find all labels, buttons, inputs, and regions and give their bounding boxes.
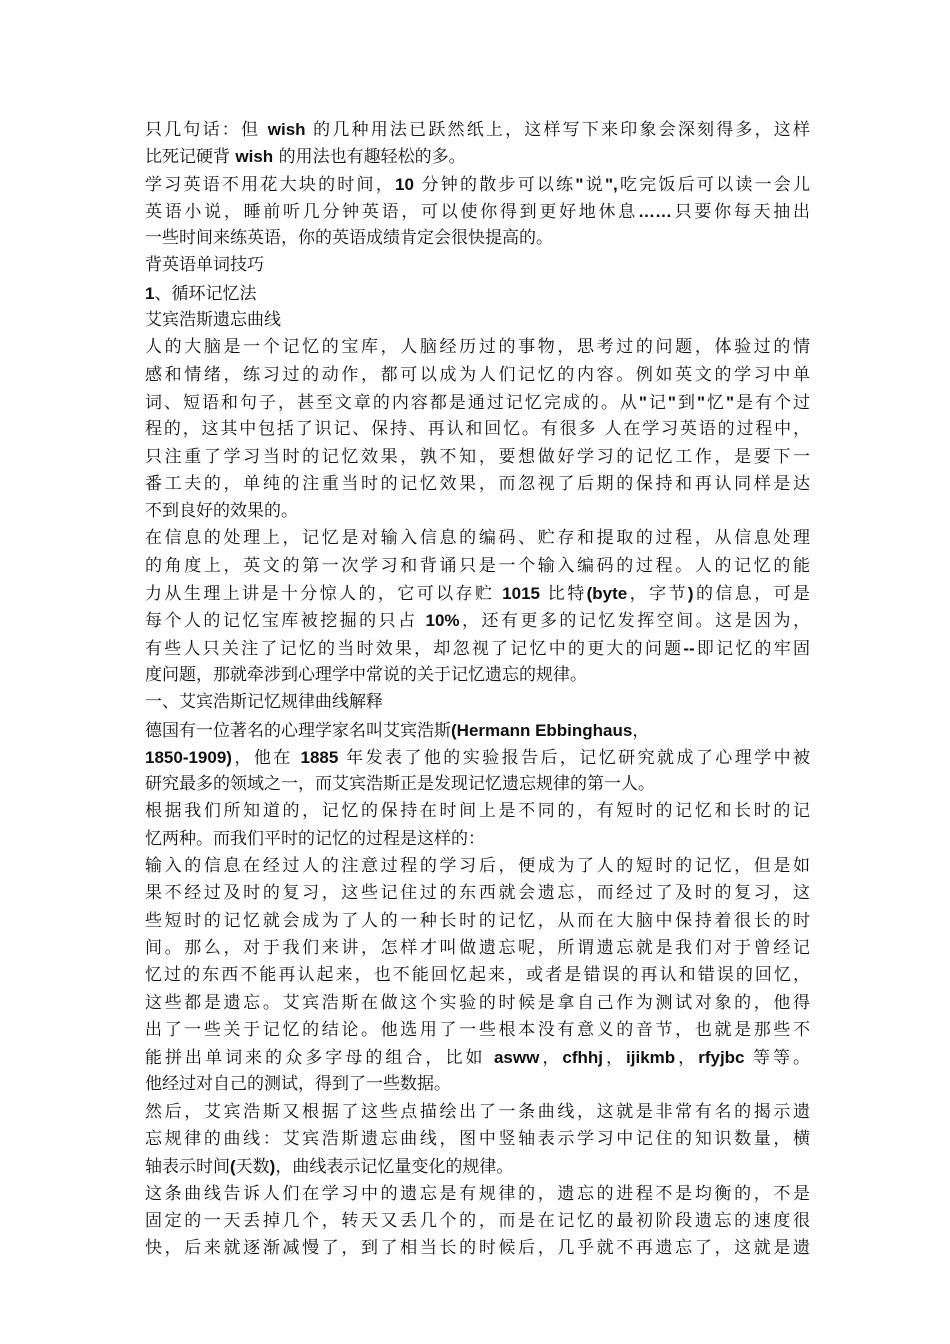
text-segment: 德国有一位著名的心理学家名叫艾宾浩斯 bbox=[145, 720, 451, 741]
bold-text-segment: 1015 bbox=[502, 584, 540, 604]
text-segment: 比死记硬背 bbox=[145, 147, 236, 168]
text-segment: ， bbox=[632, 720, 650, 741]
bold-text-segment: cfhhj bbox=[562, 1048, 603, 1068]
text-segment: 果不经过及时的复习，这些记住过的东西就会遗忘，而经过了及时的复习，这 bbox=[145, 883, 810, 904]
text-line bbox=[145, 198, 810, 225]
text-segment: 、循环记忆法 bbox=[154, 283, 257, 304]
text-segment: ， bbox=[675, 1048, 699, 1069]
text-segment: 词、短语和句子，甚至文章的内容都是通过记忆完成的。从 bbox=[145, 392, 639, 413]
text-line bbox=[145, 1153, 810, 1180]
text-segment: 根据我们所知道的，记忆的保持在时间上是不同的，有短时的记忆和长时的记 bbox=[145, 801, 810, 822]
text-line bbox=[145, 1044, 810, 1071]
text-line bbox=[145, 252, 810, 279]
text-line bbox=[145, 416, 810, 443]
text-line bbox=[145, 1235, 810, 1262]
bold-text-segment: ijikmb bbox=[626, 1048, 676, 1068]
text-segment: 忆两种。而我们平时的记忆的过程是这样的： bbox=[145, 828, 485, 849]
bold-text-segment: 10 bbox=[395, 174, 414, 194]
bold-text-segment: " bbox=[638, 392, 647, 412]
text-line bbox=[145, 853, 810, 880]
text-line bbox=[145, 143, 810, 170]
text-line bbox=[145, 580, 810, 607]
text-segment: 在信息的处理上，记忆是对输入信息的编码、贮存和提取的过程，从信息处理 bbox=[145, 528, 810, 549]
text-line bbox=[145, 525, 810, 552]
text-segment: 出了一些关于记忆的结论。他选用了一些根本没有意义的音节，也就是那些不 bbox=[145, 1019, 810, 1040]
text-segment: 学习英语不用花大块的时间， bbox=[145, 174, 395, 195]
text-segment: 力从生理上讲是十分惊人的，它可以存贮 bbox=[145, 584, 503, 605]
text-line bbox=[145, 553, 810, 580]
text-line bbox=[145, 1181, 810, 1208]
text-line bbox=[145, 744, 810, 771]
bold-text-segment: ", bbox=[604, 174, 618, 194]
text-segment: 番工夫的，单纯的注重当时的记忆效果，而忽视了后期的保持和再认同样是达 bbox=[145, 473, 810, 494]
text-segment: 吃完饭后可以读一会儿 bbox=[617, 174, 811, 195]
text-segment: 这些都是遗忘。艾宾浩斯在做这个实验的时候是拿自己作为测试对象的，他得 bbox=[145, 992, 810, 1013]
text-line bbox=[145, 334, 810, 361]
text-segment: 英语小说，睡前听几分钟英语，可以使你得到更好地休息 bbox=[145, 201, 638, 222]
text-line bbox=[145, 771, 810, 798]
bold-text-segment: ) bbox=[269, 1157, 276, 1177]
text-line bbox=[145, 1071, 810, 1098]
text-line bbox=[145, 389, 810, 416]
text-segment: ，他在 bbox=[231, 747, 301, 768]
text-segment: 轴表示时间 bbox=[145, 1157, 230, 1178]
text-segment: 每个人的记忆宝库被挖掘的只占 bbox=[145, 611, 426, 632]
text-segment: 忆 bbox=[705, 392, 727, 413]
text-line bbox=[145, 362, 810, 389]
text-line bbox=[145, 662, 810, 689]
text-segment: 然后，艾宾浩斯又根据了这些点描绘出了一条曲线，这就是非常有名的揭示遗 bbox=[145, 1101, 810, 1122]
text-line bbox=[145, 1126, 810, 1153]
bold-text-segment: 10% bbox=[425, 611, 460, 631]
text-segment: 艾宾浩斯遗忘曲线 bbox=[145, 310, 281, 331]
text-line bbox=[145, 717, 810, 744]
text-segment: 等等。 bbox=[744, 1048, 811, 1069]
text-line bbox=[145, 171, 810, 198]
bold-text-segment: " bbox=[696, 392, 706, 412]
text-segment: 是有个过 bbox=[734, 392, 811, 413]
text-segment: 只注重了学习当时的记忆效果，孰不知，要想做好学习的记忆工作，是要下一 bbox=[145, 446, 810, 467]
text-segment: 只要你每天抽出 bbox=[671, 201, 810, 222]
text-line bbox=[145, 444, 810, 471]
bold-text-segment: " bbox=[575, 174, 584, 194]
text-segment: 这条曲线告诉人们在学习中的遗忘是有规律的，遗忘的进程不是均衡的，不是 bbox=[145, 1183, 810, 1204]
text-segment: 背英语单词技巧 bbox=[145, 255, 264, 276]
text-segment: 分钟的散步可以练 bbox=[413, 174, 576, 195]
bold-text-segment: asww bbox=[493, 1048, 540, 1068]
text-segment: 只几句话：但 bbox=[145, 120, 268, 140]
text-segment: 些短时的记忆就会成为了人的一种长时的记忆，从而在大脑中保持着很长的时 bbox=[145, 910, 810, 931]
text-segment: 忘规律的曲线：艾宾浩斯遗忘曲线，图中竖轴表示学习中记住的知识数量，横 bbox=[145, 1128, 810, 1149]
text-line bbox=[145, 607, 810, 634]
text-segment: 一、艾宾浩斯记忆规律曲线解释 bbox=[145, 692, 383, 713]
text-line bbox=[145, 1017, 810, 1044]
text-segment: 年发表了他的实验报告后，记忆研究就成了心理学中被 bbox=[338, 747, 811, 768]
text-line bbox=[145, 1099, 810, 1126]
bold-text-segment: (Hermann Ebbinghaus bbox=[451, 720, 633, 740]
bold-text-segment: rfyjbc bbox=[698, 1048, 745, 1068]
bold-text-segment: " bbox=[726, 392, 735, 412]
text-line bbox=[145, 471, 810, 498]
text-line bbox=[145, 689, 810, 716]
bold-text-segment: …… bbox=[637, 201, 672, 221]
text-segment: 说 bbox=[583, 174, 605, 195]
bold-text-segment: 1 bbox=[145, 283, 155, 303]
text-segment: ， bbox=[602, 1048, 627, 1069]
text-segment: ，还有更多的记忆发挥空间。这是因为， bbox=[459, 611, 811, 632]
text-segment: 记 bbox=[646, 392, 668, 413]
text-segment: 能拼出单词来的众多字母的组合，比如 bbox=[145, 1048, 494, 1069]
text-segment: 的几种用法已跃然纸上，这样写下来印象会深刻得多，这样 bbox=[305, 120, 811, 140]
text-line bbox=[145, 225, 810, 252]
text-segment: 的角度上，英文的第一次学习和背诵只是一个输入编码的过程。人的记忆的能 bbox=[145, 555, 810, 576]
bold-text-segment: 1885 bbox=[300, 747, 339, 767]
text-segment: 到 bbox=[675, 392, 697, 413]
text-line bbox=[145, 935, 810, 962]
text-segment: 度问题，那就牵涉到心理学中常说的关于记忆遗忘的规律。 bbox=[145, 664, 587, 685]
text-segment: ，字节 bbox=[627, 584, 688, 605]
text-segment: 的用法也有趣轻松的多。 bbox=[273, 147, 466, 168]
text-line bbox=[145, 1208, 810, 1235]
text-segment: 快，后来就逐渐减慢了，到了相当长的时候后，几乎就不再遗忘了，这就是遗 bbox=[145, 1238, 810, 1259]
text-segment: 有些人只关注了记忆的当时效果，却忽视了记忆中的更大的问题 bbox=[145, 638, 684, 659]
text-line bbox=[145, 116, 810, 143]
bold-text-segment: ( bbox=[230, 1157, 236, 1177]
document-page bbox=[145, 116, 810, 1262]
text-segment: ，曲线表示记忆量变化的规律。 bbox=[275, 1157, 514, 1178]
text-line bbox=[145, 826, 810, 853]
bold-text-segment: -- bbox=[683, 638, 695, 658]
bold-text-segment: wish bbox=[267, 120, 306, 139]
text-segment: 的信息，可是 bbox=[693, 584, 811, 605]
text-segment: 他经过对自己的测试，得到了一些数据。 bbox=[145, 1074, 451, 1095]
text-segment: ， bbox=[539, 1048, 563, 1069]
text-segment: 即记忆的牢固 bbox=[694, 638, 811, 659]
text-line bbox=[145, 307, 810, 334]
text-line bbox=[145, 990, 810, 1017]
bold-text-segment: ) bbox=[687, 584, 694, 604]
text-line bbox=[145, 880, 810, 907]
text-segment: 输入的信息在经过人的注意过程的学习后，便成为了人的短时的记忆，但是如 bbox=[145, 856, 810, 877]
text-segment: 忆过的东西不能再认起来，也不能回忆起来，或者是错误的再认和错误的回忆， bbox=[145, 965, 810, 986]
text-line bbox=[145, 962, 810, 989]
text-line bbox=[145, 498, 810, 525]
text-segment: 程的，这其中包括了识记、保持、再认和回忆。有很多 人在学习英语的过程中， bbox=[145, 419, 810, 440]
text-line bbox=[145, 908, 810, 935]
text-line bbox=[145, 635, 810, 662]
text-segment: 一些时间来练英语，你的英语成绩肯定会很快提高的。 bbox=[145, 228, 553, 249]
text-segment: 固定的一天丢掉几个，转天又丢几个的，而是在记忆的最初阶段遗忘的速度很 bbox=[145, 1210, 810, 1231]
bold-text-segment: 1850-1909) bbox=[145, 747, 232, 767]
bold-text-segment: wish bbox=[235, 147, 274, 167]
text-segment: 天数 bbox=[235, 1157, 270, 1178]
text-segment: 研究最多的领域之一，而艾宾浩斯正是发现记忆遗忘规律的第一人。 bbox=[145, 774, 655, 795]
text-segment: 感和情绪，练习过的动作，都可以成为人们记忆的内容。例如英文的学习中单 bbox=[145, 364, 810, 385]
text-segment: 人的大脑是一个记忆的宝库，人脑经历过的事物，思考过的问题，体验过的情 bbox=[145, 337, 810, 358]
text-line bbox=[145, 798, 810, 825]
text-line bbox=[145, 280, 810, 307]
bold-text-segment: (byte bbox=[586, 584, 628, 604]
text-segment: 不到良好的效果的。 bbox=[145, 501, 298, 522]
text-segment: 间。那么，对于我们来讲，怎样才叫做遗忘呢，所谓遗忘就是我们对于曾经记 bbox=[145, 937, 810, 958]
text-segment: 比特 bbox=[540, 584, 587, 605]
bold-text-segment: " bbox=[667, 392, 676, 412]
